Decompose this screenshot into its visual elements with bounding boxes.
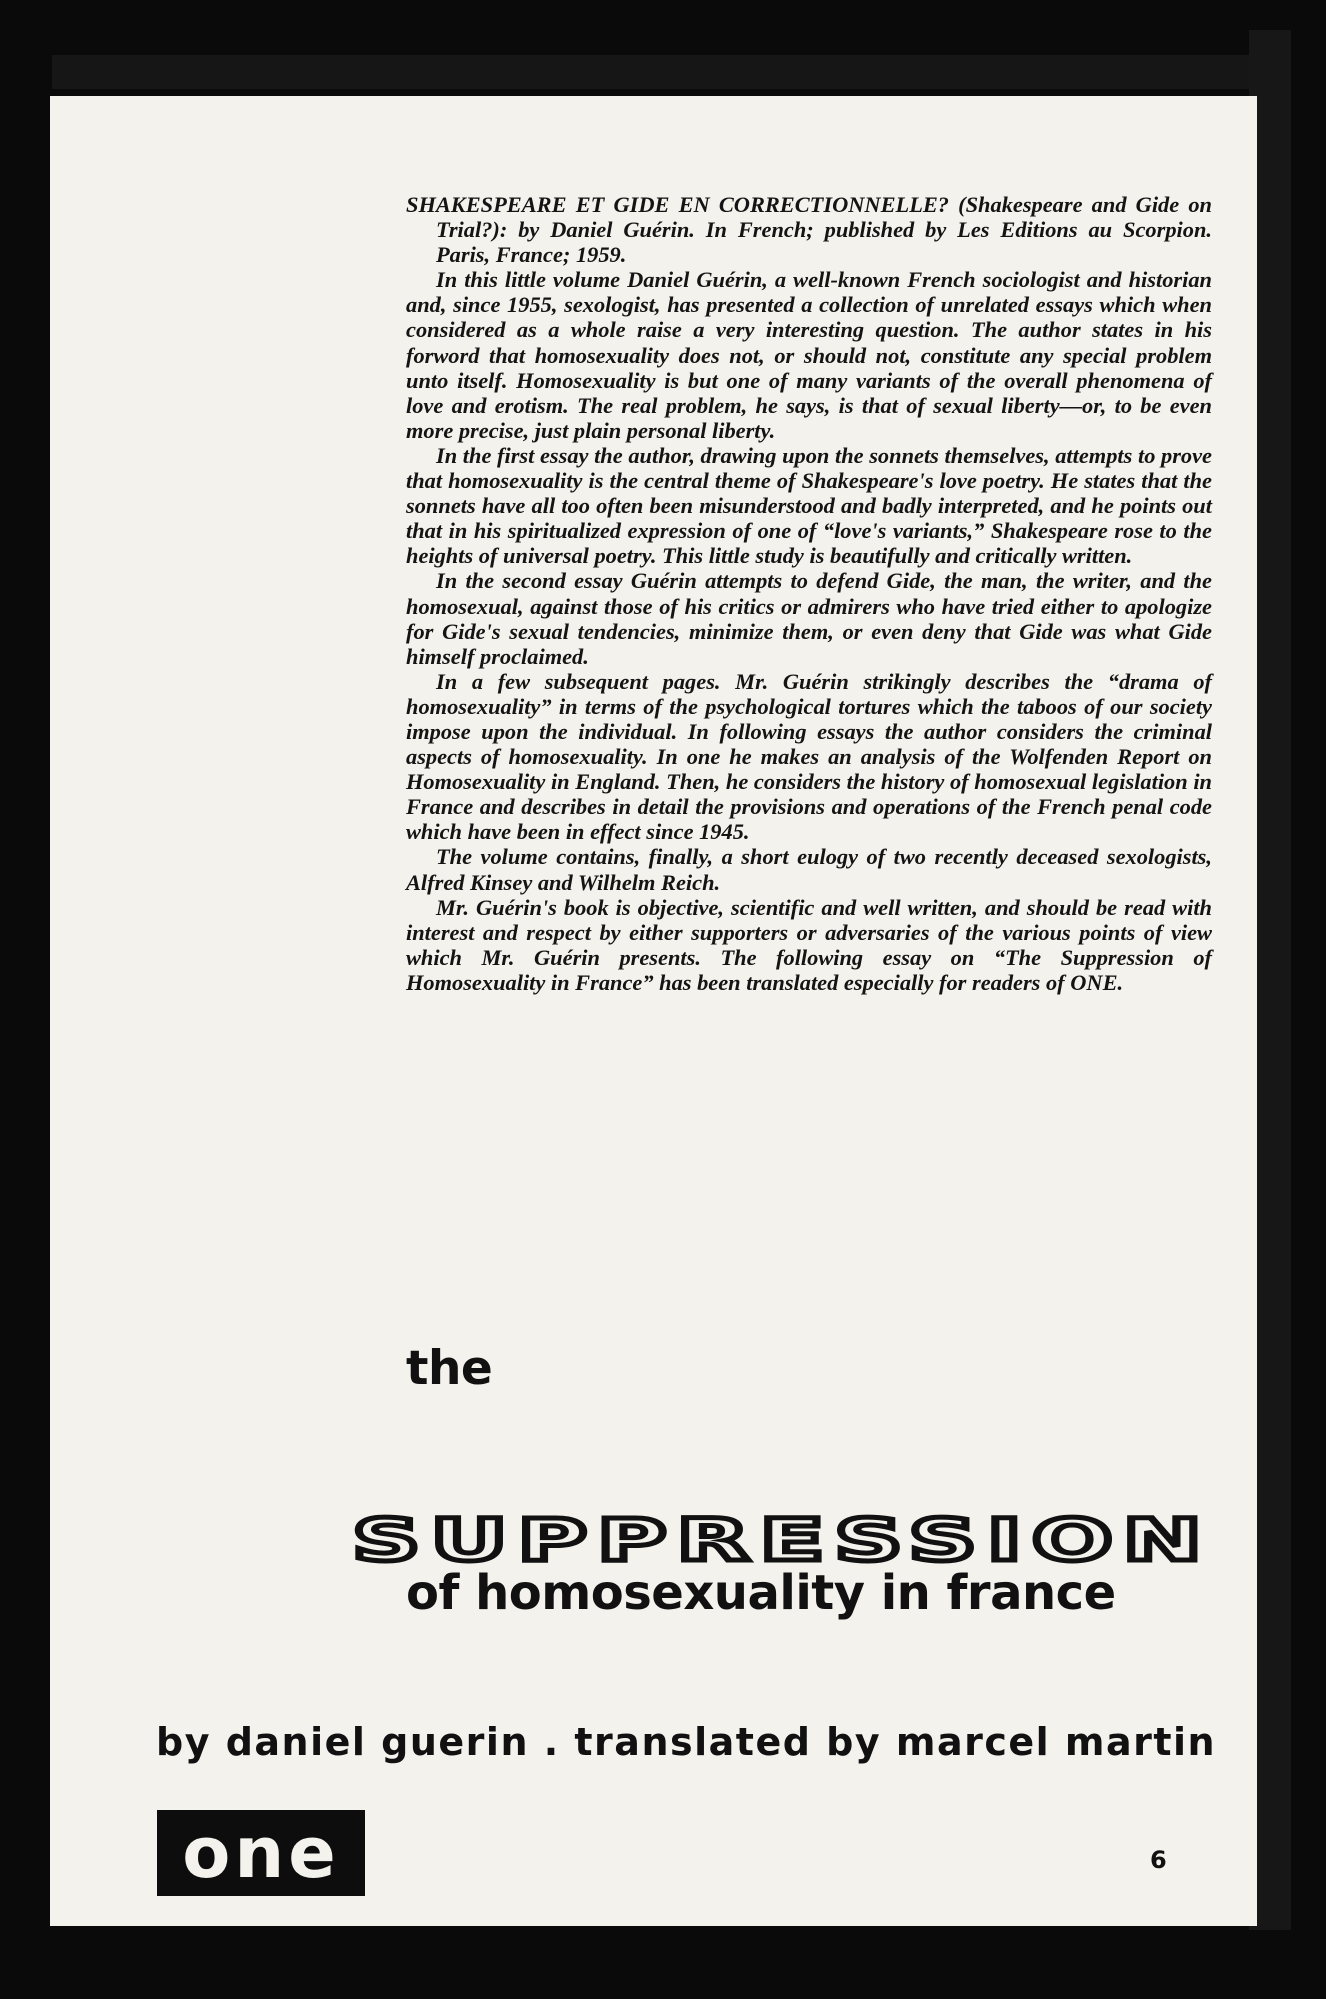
scanner-edge-top xyxy=(52,55,1249,89)
review-paragraph: In a few subsequent pages. Mr. Guérin strikingly describes the “drama of homosexuality” in terms of the psychological tortures which the taboos of our society impose upon the individual. In following essays the author considers the criminal aspects of homosexuality. In one he makes an analysis of the Wolfenden Report on Homosexuality in England. Then, he considers the history of homosexual legislation in France and describes in detail the provisions and operations of the French penal code which have been in effect since 1945. xyxy=(406,668,1212,845)
review-paragraph: The volume contains, finally, a short eulogy of two recently deceased sexologists, Alfred Kinsey and Wilhelm Reich. xyxy=(406,844,1212,895)
magazine-page xyxy=(50,96,1257,1926)
article-title-suppression xyxy=(346,1514,1218,1568)
article-byline: by daniel guerin . translated by marcel martin xyxy=(156,1720,1217,1764)
review-paragraph: In this little volume Daniel Guérin, a well-known French sociologist and historian and, since 1955, sexologist, has presented a collection of unrelated essays which when considered as a whole raise a very interesting question. The author states in his forword that homosexuality does not, or should not, constitute any special problem unto itself. Homosexuality is but one of many variants of the overall phenomena of love and erotism. The real problem, he says, is that of sexual liberty—or, to be even more precise, just plain personal liberty. xyxy=(406,267,1212,443)
review-paragraph: In the first essay the author, drawing upon the sonnets themselves, attempts to prove that homosexuality is the central theme of Shakespeare's love poetry. He states that the sonnets have all too often been misunderstood and badly interpreted, and he points out that in his spiritualized expression of one of “love's variants,” Shakespeare rose to the heights of universal poetry. This little study is beautifully and critically written. xyxy=(406,442,1212,569)
review-citation: SHAKESPEARE ET GIDE EN CORRECTIONNELLE? (Shakespeare and Gide on Trial?): by Daniel Guérin. In French; published by Les Editions au Scorpion. Paris, France; 1959. xyxy=(406,192,1212,268)
article-subtitle: of homosexuality in france xyxy=(406,1565,1116,1621)
review-paragraph: In the second essay Guérin attempts to defend Gide, the man, the writer, and the homosexual, against those of his critics or admirers who have tried either to apologize for Gide's sexual tendencies, minimize them, or even deny that Gide was what Gide himself proclaimed. xyxy=(406,568,1212,669)
article-title-the: the xyxy=(406,1341,493,1396)
title-suppression-text: SUPPRESSION xyxy=(352,1514,1212,1568)
review-paragraph: Mr. Guérin's book is objective, scientific and well written, and should be read with interest and respect by either supporters or adversaries of the various points of view which Mr. Guérin presents. The following essay on “The Suppression of Homosexuality in France” has been translated especially for readers of ONE. xyxy=(406,894,1212,995)
one-magazine-logo: one xyxy=(157,1810,365,1896)
book-review xyxy=(406,192,1212,995)
page-number: 6 xyxy=(1150,1846,1167,1874)
